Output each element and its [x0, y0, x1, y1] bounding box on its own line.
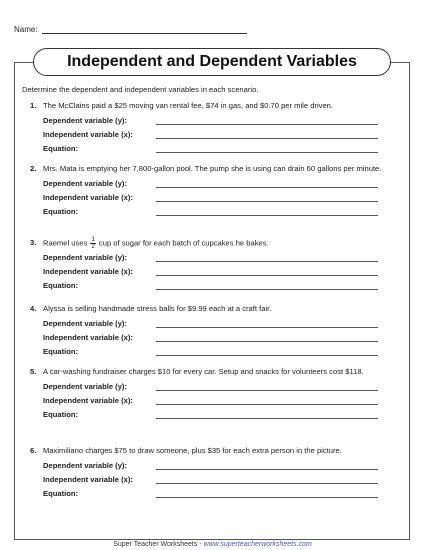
dependent-answer-line[interactable] [156, 319, 378, 328]
problem-text: A car-washing fundraiser charges $10 for every car. Setup and snacks for volunteers cost $118. [43, 367, 364, 376]
name-label: Name: [14, 25, 38, 34]
problem-4 [30, 304, 398, 356]
equation-label: Equation: [43, 281, 79, 290]
footer-separator: - [197, 541, 204, 548]
independent-label: Independent variable (x): [43, 267, 133, 276]
equation-label: Equation: [43, 207, 79, 216]
problem-3 [30, 236, 398, 290]
independent-label: Independent variable (x): [43, 396, 133, 405]
equation-label: Equation: [43, 144, 79, 153]
independent-answer-line[interactable] [156, 193, 378, 202]
dependent-label: Dependent variable (y): [43, 179, 127, 188]
problem-text: The McClains paid a $25 moving van rental fee, $74 in gas, and $0.70 per mile driven. [43, 101, 333, 110]
name-row [14, 25, 247, 34]
problem-number: 6. [30, 446, 37, 455]
equation-answer-line[interactable] [156, 347, 378, 356]
equation-answer-line[interactable] [156, 281, 378, 290]
problem-5 [30, 367, 398, 419]
dependent-answer-line[interactable] [156, 179, 378, 188]
problem-number: 4. [30, 304, 37, 313]
page-title: Independent and Dependent Variables [33, 48, 391, 76]
footer [0, 541, 425, 548]
dependent-label: Dependent variable (y): [43, 116, 127, 125]
problem-6 [30, 446, 398, 498]
name-input-line[interactable] [42, 25, 247, 34]
independent-label: Independent variable (x): [43, 193, 133, 202]
independent-answer-line[interactable] [156, 130, 378, 139]
equation-label: Equation: [43, 489, 79, 498]
equation-answer-line[interactable] [156, 410, 378, 419]
problem-text-before: Raemel uses [43, 238, 88, 247]
dependent-answer-line[interactable] [156, 461, 378, 470]
fraction-one-half: $\frac{1}{2}$ [91, 236, 95, 250]
problem-1 [30, 101, 398, 153]
dependent-label: Dependent variable (y): [43, 461, 127, 470]
independent-answer-line[interactable] [156, 267, 378, 276]
dependent-label: Dependent variable (y): [43, 382, 127, 391]
equation-answer-line[interactable] [156, 207, 378, 216]
footer-url-link[interactable]: www.superteacherworksheets.com [203, 541, 312, 548]
independent-label: Independent variable (x): [43, 333, 133, 342]
dependent-answer-line[interactable] [156, 382, 378, 391]
problem-text: Mrs. Mata is emptying her 7,800-gallon pool. The pump she is using can drain 60 gallons per minute. [43, 164, 382, 173]
independent-label: Independent variable (x): [43, 475, 133, 484]
equation-label: Equation: [43, 410, 79, 419]
dependent-answer-line[interactable] [156, 253, 378, 262]
problem-text: Alyssa is selling handmade stress balls for $9.99 each at a craft fair. [43, 304, 272, 313]
instructions: Determine the dependent and independent variables in each scenario. [22, 85, 259, 94]
dependent-label: Dependent variable (y): [43, 319, 127, 328]
equation-label: Equation: [43, 347, 79, 356]
problem-number: 5. [30, 367, 37, 376]
independent-answer-line[interactable] [156, 333, 378, 342]
problem-number: 2. [30, 164, 37, 173]
independent-answer-line[interactable] [156, 475, 378, 484]
independent-answer-line[interactable] [156, 396, 378, 405]
problem-text-after: cup of sugar for each batch of cupcakes he bakes. [98, 238, 269, 247]
independent-label: Independent variable (x): [43, 130, 133, 139]
dependent-answer-line[interactable] [156, 116, 378, 125]
dependent-label: Dependent variable (y): [43, 253, 127, 262]
problem-number: 1. [30, 101, 37, 110]
problem-2 [30, 164, 398, 216]
footer-brand: Super Teacher Worksheets [113, 541, 198, 548]
equation-answer-line[interactable] [156, 144, 378, 153]
problem-number: 3. [30, 238, 37, 247]
problem-text: Maximiliano charges $75 to draw someone, plus $35 for each extra person in the picture. [43, 446, 342, 455]
equation-answer-line[interactable] [156, 489, 378, 498]
